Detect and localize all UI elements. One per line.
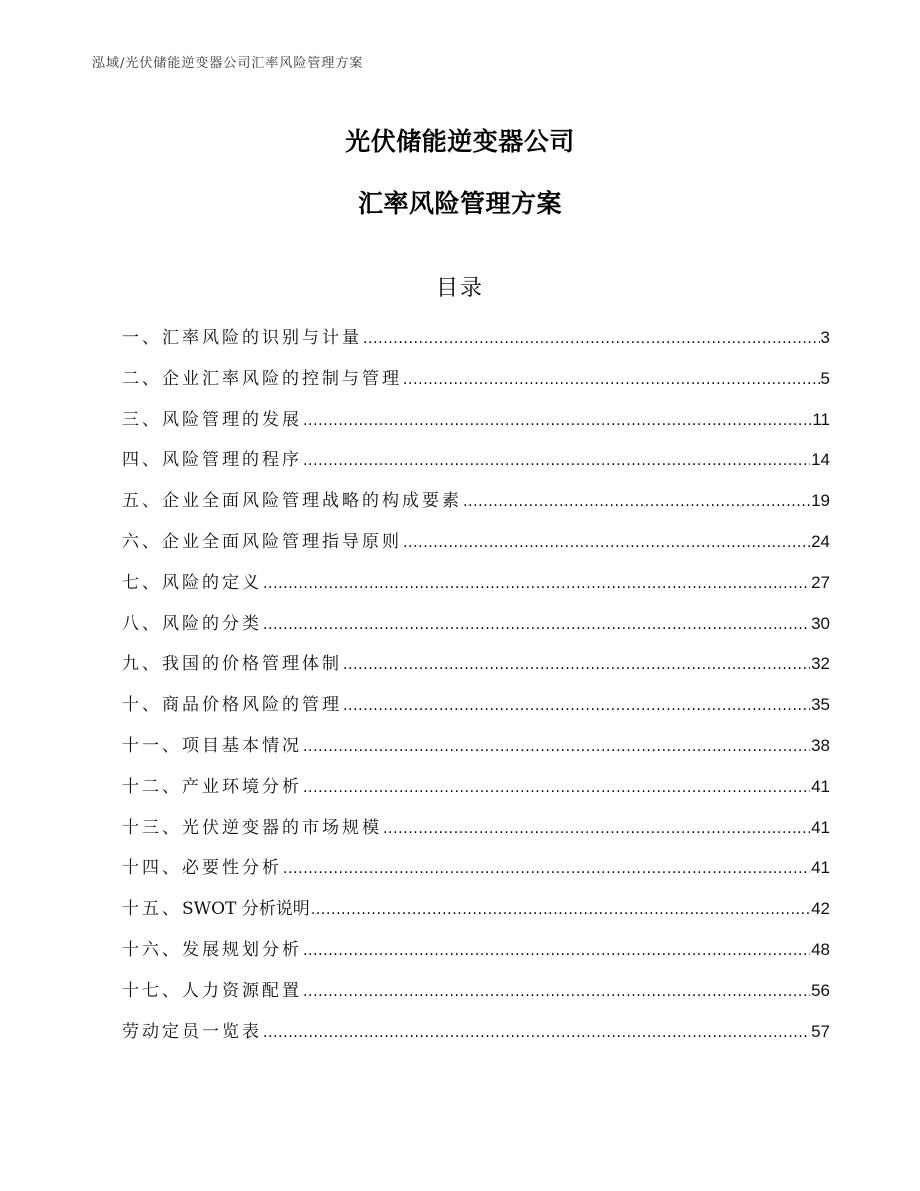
toc-entry-page: 41 <box>811 817 830 837</box>
dot-leader <box>463 487 810 517</box>
running-header: 泓域/光伏储能逆变器公司汇率风险管理方案 <box>92 56 364 71</box>
toc-entry-label: 光伏逆变器的市场规模 <box>182 817 382 838</box>
toc-entry-label: 企业全面风险管理战略的构成要素 <box>162 491 462 512</box>
toc-entry-page: 19 <box>811 491 830 511</box>
toc-entry-page: 24 <box>811 531 830 551</box>
toc-entry-number: 五、 <box>122 491 162 512</box>
toc-entry[interactable] <box>122 894 830 935</box>
toc-entry-label: SWOT 分析说明 <box>182 899 310 920</box>
toc-entry-page: 56 <box>811 980 830 1000</box>
toc-entry[interactable] <box>122 527 830 568</box>
toc-entry-page: 5 <box>820 368 830 388</box>
toc-entry-label: 企业全面风险管理指导原则 <box>162 531 402 552</box>
toc-entry-number: 二、 <box>122 368 162 389</box>
toc-entry-number: 四、 <box>122 450 162 471</box>
dot-leader <box>311 895 810 925</box>
toc-entry[interactable] <box>122 609 830 650</box>
toc-entry-number: 十六、 <box>122 939 182 960</box>
toc-entry-number: 三、 <box>122 409 162 430</box>
dot-leader <box>303 977 810 1007</box>
dot-leader <box>263 569 810 599</box>
document-title-line-1: 光伏储能逆变器公司 <box>345 127 575 156</box>
toc-entry-label: 我国的价格管理体制 <box>162 654 342 675</box>
toc-entry-label: 风险管理的发展 <box>162 409 302 430</box>
dot-leader <box>343 650 810 680</box>
dot-leader <box>383 814 810 844</box>
toc-entry[interactable] <box>122 1017 830 1058</box>
toc-entry-page: 14 <box>811 450 830 470</box>
toc-entry-number: 七、 <box>122 572 162 593</box>
dot-leader <box>303 936 810 966</box>
toc-entry[interactable] <box>122 690 830 731</box>
dot-leader <box>403 528 810 558</box>
dot-leader <box>343 691 810 721</box>
toc-entry[interactable] <box>122 976 830 1017</box>
toc-entry-number: 八、 <box>122 613 162 634</box>
toc-entry-page: 27 <box>811 572 830 592</box>
toc-entry-page: 57 <box>811 1021 830 1041</box>
toc-entry-number: 十七、 <box>122 980 182 1001</box>
toc-entry-page: 32 <box>811 654 830 674</box>
toc-entry-label: 风险管理的程序 <box>162 450 302 471</box>
toc-entry-number: 一、 <box>122 328 162 348</box>
toc-entry-number: 六、 <box>122 531 162 552</box>
toc-entry-number: 十五、 <box>122 899 182 920</box>
toc-entry-page: 48 <box>811 939 830 959</box>
toc-entry-label: 汇率风险的识别与计量 <box>162 328 362 348</box>
toc-entry-label: 人力资源配置 <box>182 980 302 1001</box>
toc-entry-label: 商品价格风险的管理 <box>162 695 342 716</box>
document-title-line-2: 汇率风险管理方案 <box>357 189 562 218</box>
toc-entry-label: 风险的分类 <box>162 613 262 634</box>
toc-entry-number: 十四、 <box>122 858 182 879</box>
toc-entry-page: 35 <box>811 695 830 715</box>
toc-entry[interactable] <box>122 935 830 976</box>
toc-entry-number: 十二、 <box>122 776 182 797</box>
toc-entry-label: 企业汇率风险的控制与管理 <box>162 368 402 389</box>
toc-entry-page: 30 <box>811 613 830 633</box>
toc-entry-page: 3 <box>820 328 830 347</box>
toc-entry-label: 必要性分析 <box>182 858 282 879</box>
toc-heading: 目录 <box>435 276 484 301</box>
dot-leader <box>403 365 820 395</box>
toc-entry[interactable] <box>122 731 830 772</box>
toc-entry-number: 十一、 <box>122 735 182 756</box>
toc-entry-label: 风险的定义 <box>162 572 262 593</box>
toc-entry[interactable] <box>122 364 830 405</box>
toc-entry-number: 九、 <box>122 654 162 675</box>
dot-leader <box>303 406 811 436</box>
toc-entry[interactable] <box>122 813 830 854</box>
toc-entry-page: 11 <box>812 409 830 429</box>
dot-leader <box>303 773 810 803</box>
toc-entry-page: 42 <box>811 899 830 919</box>
dot-leader <box>283 854 810 884</box>
toc-entry-number: 十、 <box>122 695 162 716</box>
toc-entry-page: 41 <box>811 858 830 878</box>
toc-entry-page: 38 <box>811 735 830 755</box>
toc-entry[interactable] <box>122 405 830 446</box>
toc-entry-label: 劳动定员一览表 <box>122 1021 262 1042</box>
table-of-contents <box>122 323 830 1057</box>
toc-entry[interactable] <box>122 772 830 813</box>
dot-leader <box>303 446 810 476</box>
dot-leader <box>263 610 810 640</box>
toc-entry[interactable] <box>122 568 830 609</box>
toc-entry-page: 41 <box>811 776 830 796</box>
toc-entry-label: 项目基本情况 <box>182 735 302 756</box>
toc-entry[interactable] <box>122 853 830 894</box>
dot-leader <box>363 324 820 354</box>
dot-leader <box>263 1018 810 1048</box>
dot-leader <box>303 732 810 762</box>
toc-entry[interactable] <box>122 323 830 364</box>
toc-entry-label: 产业环境分析 <box>182 776 302 797</box>
toc-entry-number: 十三、 <box>122 817 182 838</box>
toc-entry-label: 发展规划分析 <box>182 939 302 960</box>
toc-entry[interactable] <box>122 486 830 527</box>
toc-entry[interactable] <box>122 649 830 690</box>
toc-entry[interactable] <box>122 445 830 486</box>
